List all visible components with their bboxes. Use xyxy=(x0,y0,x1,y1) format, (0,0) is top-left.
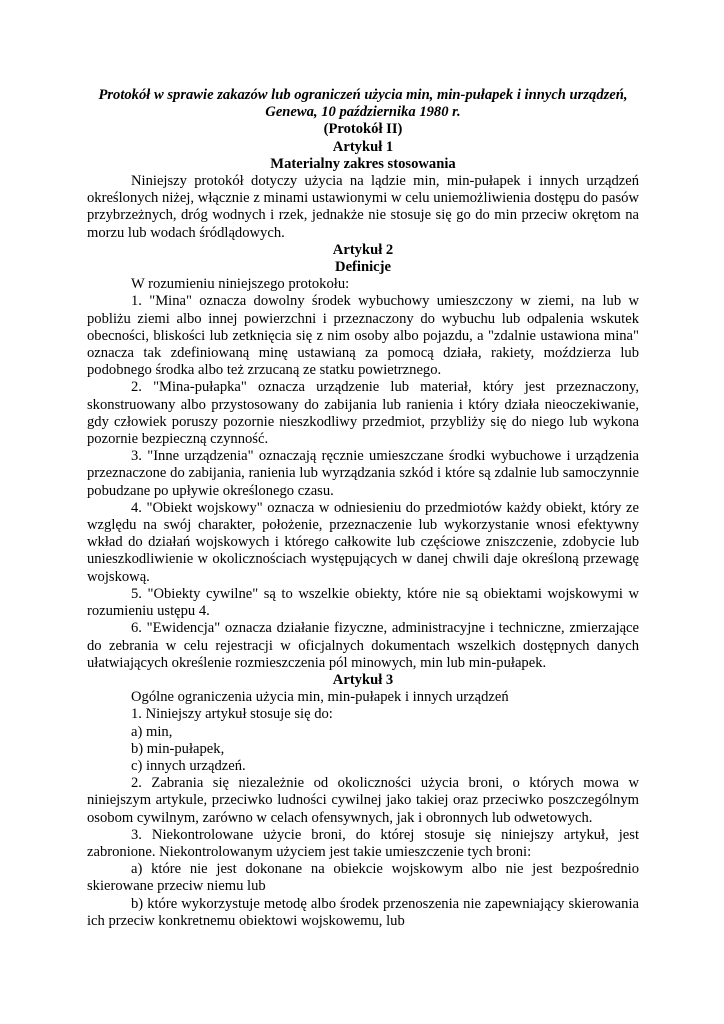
art3-subheading: Ogólne ograniczenia użycia min, min-pułapek i innych urządzeń xyxy=(131,689,509,706)
art3-list-item-b: b) min-pułapek, xyxy=(131,740,225,757)
art3-heading: Artykuł 3 xyxy=(332,671,394,688)
document-title-line2: Genewa, 10 października 1980 r. xyxy=(265,104,461,121)
art1-heading: Artykuł 1 xyxy=(332,138,394,155)
art2-item-1: 1. "Mina" oznacza dowolny środek wybuchowy umieszczony w ziemi, na lub w pobliżu ziemi albo innej powierzchni i przeznaczony do wybuchu lub odpalenia wskutek obecności, bliskości lub zetknięcia się z nim osoby albo pojazdu, a "zdalnie ustawiona mina" oznacza tak zdefiniowaną minę ustawianą za pomocą działa, rakiety, moździerza lub podobnego środka albo też zrzucaną ze statku powietrznego. xyxy=(87,293,639,379)
art1-paragraph: Niniejszy protokół dotyczy użycia na lądzie min, min-pułapek i innych urządzeń określonych niżej, włącznie z minami ustawionymi w celu uniemożliwienia dostępu do pasów przybrzeżnych, dróg wodnych i rzek, jednakże nie stosuje się go do min przeciw okrętom na morzu lub wodach śródlądowych. xyxy=(87,173,639,241)
document-page xyxy=(87,87,639,930)
art2-item-3: 3. "Inne urządzenia" oznaczają ręcznie umieszczane środki wybuchowe i urządzenia przeznaczone do zabijania, ranienia lub wyrządzania szkód i które są zdalnie lub samoczynnie pobudzane po upływie określonego czasu. xyxy=(87,448,639,499)
protocol-label: (Protokół II) xyxy=(323,121,403,138)
art2-item-6: 6. "Ewidencja" oznacza działanie fizyczne, administracyjne i techniczne, zmierzające do zebrania w celu rejestracji w oficjalnych dokumentach wszelkich dostępnych danych ułatwiających określenie rozmieszczenia pól minowych, min lub min-pułapek. xyxy=(87,620,639,671)
art3-list-item-a: a) min, xyxy=(131,723,173,740)
art2-subheading: Definicje xyxy=(335,259,391,276)
art1-subheading: Materialny zakres stosowania xyxy=(270,155,456,172)
art2-intro: W rozumieniu niniejszego protokołu: xyxy=(131,276,350,293)
art3-paragraph-3a: a) które nie jest dokonane na obiekcie wojskowym albo nie jest bezpośrednio skierowane przeciw niemu lub xyxy=(87,861,639,895)
art3-paragraph-3: 3. Niekontrolowane użycie broni, do której stosuje się niniejszy artykuł, jest zabronione. Niekontrolowanym użyciem jest takie umieszczenie tych broni: xyxy=(87,826,639,860)
art2-item-5: 5. "Obiekty cywilne" są to wszelkie obiekty, które nie są obiektami wojskowymi w rozumieniu ustępu 4. xyxy=(87,585,639,620)
art3-paragraph-1: 1. Niniejszy artykuł stosuje się do: xyxy=(131,706,333,723)
art3-paragraph-2: 2. Zabrania się niezależnie od okoliczności użycia broni, o których mowa w niniejszym artykule, przeciwko ludności cywilnej jako takiej oraz przeciwko poszczególnym osobom cywilnym, zarówno w celach ofensywnych, jak i obronnych lub odwetowych. xyxy=(87,775,639,826)
art2-item-4: 4. "Obiekt wojskowy" oznacza w odniesieniu do przedmiotów każdy obiekt, który ze względu na swój charakter, położenie, przeznaczenie lub wykorzystanie wnosi efektywny wkład do działań wojskowych i którego całkowite lub częściowe zniszczenie, zdobycie lub unieszkodliwienie w okolicznościach występujących w danej chwili daje określoną przewagę wojskową. xyxy=(87,499,639,585)
art2-heading: Artykuł 2 xyxy=(332,241,394,258)
document-title-line1: Protokół w sprawie zakazów lub ograniczeń użycia min, min-pułapek i innych urządzeń, xyxy=(98,87,628,103)
art3-list-item-c: c) innych urządzeń. xyxy=(131,757,246,774)
art2-item-2: 2. "Mina-pułapka" oznacza urządzenie lub materiał, który jest przeznaczony, skonstruowany albo przystosowany do zabijania lub ranienia i który działa nieoczekiwanie, gdy człowiek poruszy pozornie nieszkodliwy przedmiot, przybliży się do niego lub wykona pozornie bezpieczną czynność. xyxy=(87,379,639,448)
art3-paragraph-3b: b) które wykorzystuje metodę albo środek przenoszenia nie zapewniający skierowania ich przeciw konkretnemu obiektowi wojskowemu, lub xyxy=(87,895,639,929)
